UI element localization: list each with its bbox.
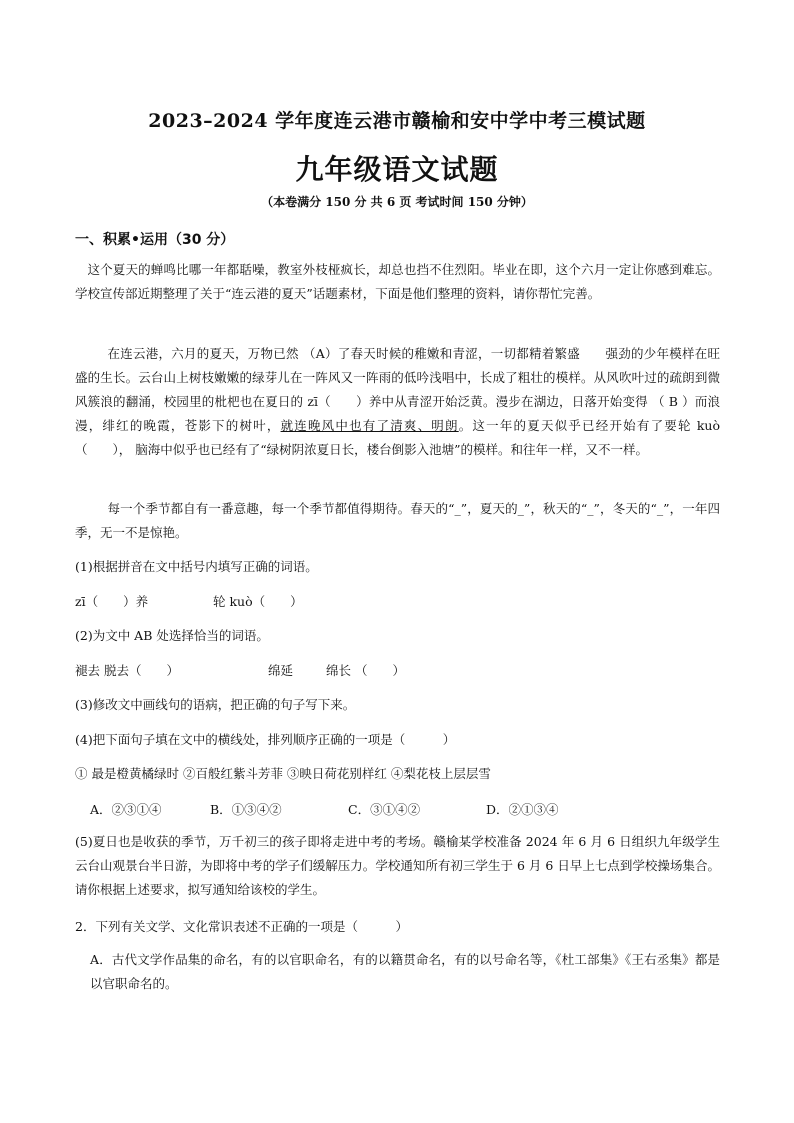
q1-item-zi: zī（ ）养 [75,594,149,609]
passage1-part2: 。这一年的夏天似乎已经开始有了要轮 kuò（ ）， 脑海中似乎也已经有了“绿树阴浓夏日长，楼台倒影入池塘”的模样。和往年一样，又不一样。 [75,418,720,457]
question-2-option-a: A．古代文学作品集的命名，有的以官职命名，有的以籍贯命名，有的以号命名等，《杜工部集》《王右丞集》都是以官职命名的。 [90,952,720,991]
question-1-label: (1)根据拼音在文中括号内填写正确的词语。 [75,559,318,574]
exam-info: （本卷满分 150 分 共 6 页 考试时间 150 分钟） [261,195,533,209]
underlined-sentence: 就连晚风中也有了清爽、明朗 [280,418,459,433]
subject-title: 九年级语文试题 [295,153,499,186]
q2-item-b1: 绵延 [268,663,294,678]
question-4-label: (4)把下面句子填在文中的横线处，排列顺序正确的一项是（ ） [75,732,456,747]
section-heading: 一、积累•运用（30 分） [75,232,235,248]
q4-option-c: C．③①④② [348,802,421,817]
q2-item-a: 褪去 脱去（ ） [75,663,179,678]
question-4-options [90,800,559,820]
exam-title: 2023–2024 学年度连云港市赣榆和安中学中考三模试题 [148,110,646,132]
q1-item-kuo: 轮 kuò（ ） [213,594,303,609]
q4-option-b: B．①③④② [210,802,282,817]
question-4-sentences: ① 最是橙黄橘绿时 ②百般红紫斗芳菲 ③映日荷花别样红 ④梨花枝上层层雪 [75,766,491,781]
question-2-items [75,661,405,681]
q2-item-b2: 绵长 （ ） [326,663,405,678]
question-2-label: (2)为文中 AB 处选择恰当的词语。 [75,628,269,643]
passage-paragraph-2: 每一个季节都自有一番意趣，每一个季节都值得期待。春天的“_”，夏天的_”，秋天的“_”，冬天的“_”，一年四季，无一不是惊艳。 [75,501,720,540]
question-1-items [75,592,303,612]
question-2-heading: 2．下列有关文学、文化常识表述不正确的一项是（ ） [75,919,408,934]
q4-option-a: A．②③①④ [90,802,162,817]
question-5: (5)夏日也是收获的季节，万千初三的孩子即将走进中考的考场。赣榆某学校准备 2024 年 6 月 6 日组织九年级学生云台山观景台半日游，为即将中考的学子们缓解压力。学校通知所有初三学生于 6 月 6 日早上七点到学校操场集合。请你根据上述要求，拟写通知给该校的学生。 [75,834,720,897]
question-3-label: (3)修改文中画线句的语病，把正确的句子写下来。 [75,697,356,712]
q4-option-d: D．②①③④ [486,802,559,817]
intro-paragraph: 这个夏天的蝉鸣比哪一年都聒噪，教室外枝桠疯长，却总也挡不住烈阳。毕业在即，这个六月一定让你感到难忘。学校宣传部近期整理了关于“连云港的夏天”话题素材，下面是他们整理的资料，请你帮忙完善。 [75,262,720,301]
passage-paragraph-1 [75,342,720,462]
passage1-part1: 在连云港，六月的夏天，万物已然 （A）了春天时候的稚嫩和青涩，一切都精着繁盛 强劲的少年模样在旺盛的生长。云台山上树枝嫩嫩的绿芽儿在一阵风又一阵雨的低吟浅唱中，长成了粗壮的模样。从风吹叶过的疏朗到微风簇浪的翻涌，校园里的枇杷也在夏日的 zī（ ）养中从青涩开始泛黄。漫步在湖边，日落开始变得 （ B ）而浪漫，绯红的晚霞，苍影下的树叶， [75,346,720,433]
